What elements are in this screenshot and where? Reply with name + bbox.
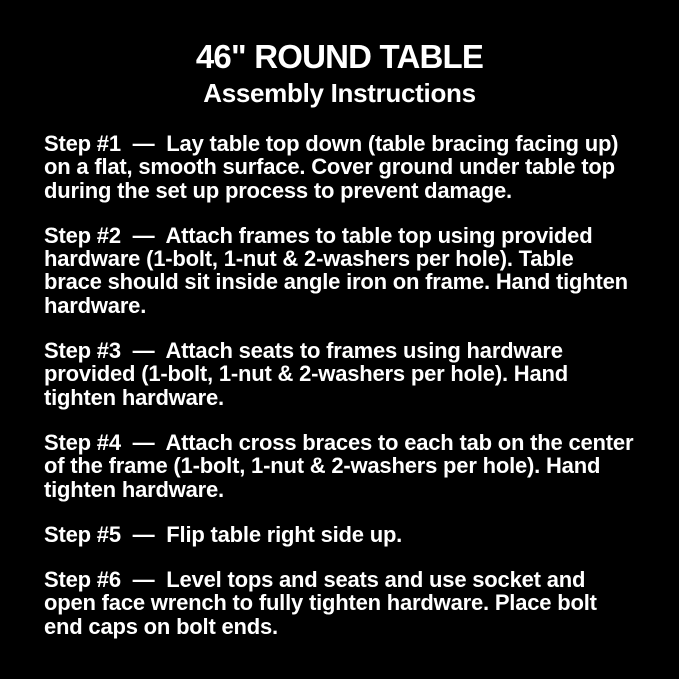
step-line: of the frame (1-bolt, 1-nut & 2-washers per hole). Hand — [44, 453, 601, 479]
step-paragraph-5 — [44, 523, 679, 546]
step-line: brace should sit inside angle iron on frame. Hand tighten — [44, 269, 628, 295]
steps-list — [44, 132, 679, 638]
step-line: tighten hardware. — [44, 476, 224, 502]
step-line: Step #4 — Attach cross braces to each tab on the center — [44, 429, 634, 455]
step-line: tighten hardware. — [44, 384, 224, 410]
page-title: 46" ROUND TABLE — [195, 38, 484, 75]
step-line: Step #3 — Attach seats to frames using hardware — [44, 338, 563, 364]
step-line: provided (1-bolt, 1-nut & 2-washers per hole). Hand — [44, 361, 568, 387]
step-line: hardware. — [44, 292, 147, 318]
step-line: end caps on bolt ends. — [44, 613, 278, 639]
step-line: during the set up process to prevent damage. — [44, 177, 512, 203]
step-line: on a flat, smooth surface. Cover ground under table top — [44, 154, 615, 180]
step-line: Step #5 — Flip table right side up. — [44, 521, 403, 547]
step-paragraph-6 — [44, 568, 679, 638]
step-paragraph-1 — [44, 132, 679, 202]
page-subtitle: Assembly Instructions — [203, 78, 476, 108]
step-line: hardware (1-bolt, 1-nut & 2-washers per hole). Table — [44, 246, 574, 272]
step-paragraph-2 — [44, 224, 679, 317]
step-paragraph-3 — [44, 339, 679, 409]
step-line: Step #2 — Attach frames to table top using provided — [44, 222, 593, 248]
step-paragraph-4 — [44, 431, 679, 501]
step-line: Step #6 — Level tops and seats and use socket and — [44, 567, 586, 593]
step-line: open face wrench to fully tighten hardware. Place bolt — [44, 590, 597, 616]
step-line: Step #1 — Lay table top down (table bracing facing up) — [44, 131, 619, 156]
